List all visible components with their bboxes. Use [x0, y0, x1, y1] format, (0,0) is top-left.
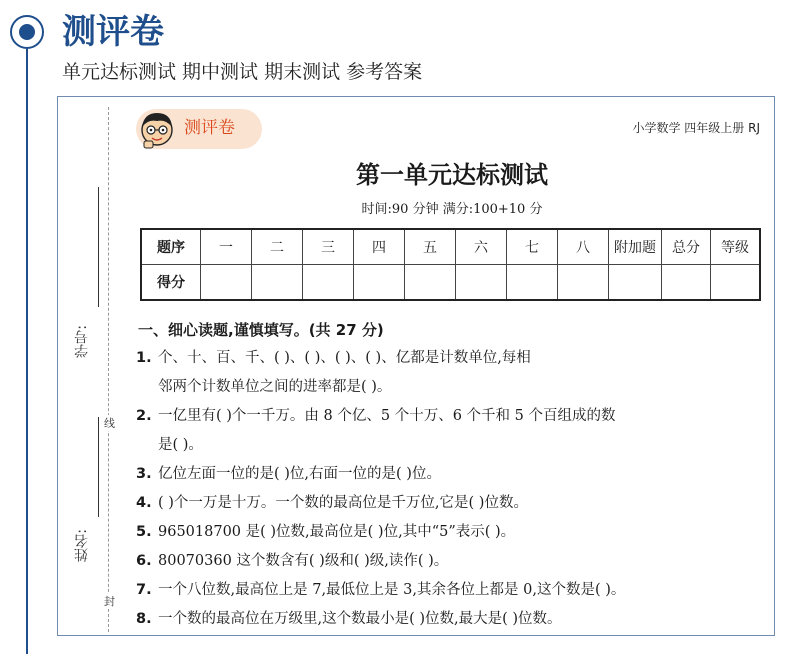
seal-char: 封 [104, 595, 115, 608]
question-8 [136, 605, 766, 634]
student-no-underline [98, 187, 99, 307]
col-header: 八 [558, 229, 609, 265]
question-number: 7. [136, 582, 152, 598]
header-bullet [10, 15, 44, 49]
section-heading: 一、细心读题,谨慎填写。(共 27 分) [138, 321, 384, 339]
name-label: 姓名: [74, 529, 90, 562]
score-table-header-row [141, 229, 760, 265]
col-header: 七 [507, 229, 558, 265]
col-header: 六 [456, 229, 507, 265]
question-number: 4. [136, 495, 152, 511]
question-text: 一亿里有( )个一千万。由 8 个亿、5 个十万、6 个千和 5 个百组成的数 [158, 408, 616, 424]
question-6 [136, 547, 766, 576]
question-3 [136, 460, 766, 489]
question-number: 1. [136, 350, 152, 366]
score-cell[interactable] [507, 265, 558, 301]
row-label-score: 得分 [141, 265, 201, 301]
col-header: 三 [303, 229, 354, 265]
question-text: 80070360 这个数含有( )级和( )级,读作( )。 [158, 553, 449, 569]
question-text: 一个八位数,最高位上是 7,最低位上是 3,其余各位上都是 0,这个数是( )。 [158, 582, 626, 598]
question-text: 一个数的最高位在万级里,这个数最小是( )位数,最大是( )位数。 [158, 611, 562, 627]
col-header: 等级 [711, 229, 761, 265]
row-label-order: 题序 [141, 229, 201, 265]
score-cell[interactable] [609, 265, 662, 301]
question-text: 是( )。 [158, 437, 203, 453]
time-info: 时间:90 分钟 满分:100+10 分 [361, 202, 543, 217]
score-cell[interactable] [252, 265, 303, 301]
grade-meta: 小学数学 四年级上册 RJ [632, 121, 760, 135]
col-header: 二 [252, 229, 303, 265]
score-table [140, 228, 761, 301]
col-header: 附加题 [609, 229, 662, 265]
name-underline [98, 417, 99, 517]
score-cell[interactable] [711, 265, 761, 301]
col-header: 总分 [662, 229, 711, 265]
question-5 [136, 518, 766, 547]
cut-line [108, 107, 109, 632]
score-cell[interactable] [405, 265, 456, 301]
page-subtitle: 单元达标测试 期中测试 期末测试 参考答案 [62, 61, 423, 83]
header-vertical-line [26, 49, 28, 654]
question-7 [136, 576, 766, 605]
question-text: 亿位左面一位的是( )位,右面一位的是( )位。 [158, 466, 441, 482]
page-title: 测评卷 [62, 12, 164, 52]
question-number: 6. [136, 553, 152, 569]
student-no-label: 学号: [74, 325, 90, 358]
score-cell[interactable] [201, 265, 252, 301]
question-2 [136, 402, 766, 460]
exam-sheet [57, 96, 775, 636]
line-char: 线 [104, 417, 115, 430]
score-cell[interactable] [456, 265, 507, 301]
question-text: ( )个一万是十万。一个数的最高位是千万位,它是( )位数。 [158, 495, 528, 511]
question-number: 2. [136, 408, 152, 424]
score-table-score-row [141, 265, 760, 301]
col-header: 四 [354, 229, 405, 265]
question-number: 5. [136, 524, 152, 540]
binding-margin [58, 97, 128, 636]
score-cell[interactable] [558, 265, 609, 301]
col-header: 一 [201, 229, 252, 265]
score-cell[interactable] [354, 265, 405, 301]
question-number: 8. [136, 611, 152, 627]
question-text: 邻两个计数单位之间的进率都是( )。 [158, 379, 392, 395]
score-cell[interactable] [662, 265, 711, 301]
question-4 [136, 489, 766, 518]
badge-label: 测评卷 [184, 118, 235, 138]
score-cell[interactable] [303, 265, 354, 301]
badge [136, 109, 262, 149]
question-number: 3. [136, 466, 152, 482]
question-1 [136, 344, 766, 402]
question-text: 个、十、百、千、( )、( )、( )、( )、亿都是计数单位,每相 [158, 350, 531, 366]
test-title: 第一单元达标测试 [356, 160, 548, 189]
cartoon-boy-icon [138, 109, 176, 149]
col-header: 五 [405, 229, 456, 265]
question-text: 965018700 是( )位数,最高位是( )位,其中“5”表示( )。 [158, 524, 516, 540]
